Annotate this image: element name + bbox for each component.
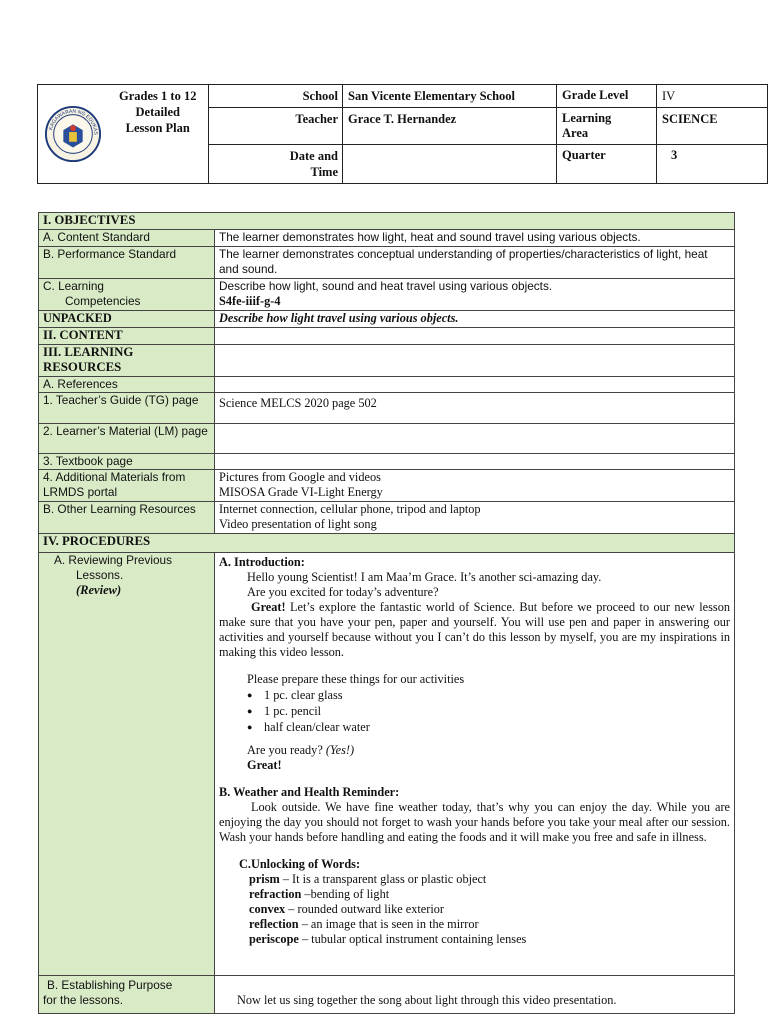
- establishing-purpose-value: Now let us sing together the song about light through this video presentation.: [215, 976, 735, 1014]
- other-resources-line2: Video presentation of light song: [219, 517, 377, 531]
- school-value: San Vicente Elementary School: [343, 85, 557, 108]
- review-label-line1: A. Reviewing Previous: [54, 553, 173, 567]
- competencies-text: Describe how light, sound and heat travel using various objects.: [219, 279, 553, 293]
- other-resources-value: [215, 502, 735, 534]
- materials-list: [219, 687, 730, 735]
- lesson-plan-title: [108, 85, 209, 184]
- content-value: [215, 328, 735, 345]
- introduction-heading: A. Introduction:: [219, 555, 305, 569]
- learners-material-label: 2. Learner’s Material (LM) page: [39, 424, 215, 454]
- deped-seal-icon: [44, 105, 102, 163]
- additional-materials-label: 4. Additional Materials from LRMDS portal: [39, 470, 215, 502]
- establishing-purpose-label: [39, 976, 215, 1014]
- lesson-plan-header: [37, 84, 768, 184]
- grade-level-value: IV: [657, 85, 768, 108]
- additional-materials-line2: MISOSA Grade VI-Light Energy: [219, 485, 383, 499]
- learning-area-value: SCIENCE: [657, 108, 768, 145]
- vocabulary-term: periscope: [249, 932, 299, 946]
- objectives-heading: I. OBJECTIVES: [39, 213, 735, 230]
- learning-competencies-value: [215, 279, 735, 311]
- performance-standard-value: The learner demonstrates conceptual understanding of properties/characteristics of light, heat and sound.: [215, 247, 735, 279]
- introduction-great: Great!: [251, 600, 286, 614]
- vocabulary-term: reflection: [249, 917, 299, 931]
- date-label-line1: Date and: [289, 149, 338, 163]
- date-time-value: [343, 145, 557, 184]
- vocabulary-term: prism: [249, 872, 280, 886]
- learning-area-label-line1: Learning: [562, 111, 612, 125]
- content-standard-label: A. Content Standard: [39, 230, 215, 247]
- references-value: [215, 377, 735, 393]
- date-time-label: [209, 145, 343, 184]
- teacher-value: Grace T. Hernandez: [343, 108, 557, 145]
- ready-question: [219, 743, 730, 758]
- teachers-guide-value: Science MELCS 2020 page 502: [215, 393, 735, 424]
- learning-resources-value: [215, 345, 735, 377]
- deped-seal-cell: [38, 85, 108, 184]
- unpacked-value: Describe how light travel using various objects.: [215, 311, 735, 328]
- review-label-line2: Lessons.: [76, 568, 124, 582]
- vocabulary-term: refraction: [249, 887, 302, 901]
- textbook-page-value: [215, 454, 735, 470]
- ready-answer: (Yes!): [325, 743, 355, 757]
- vocabulary-definition: –bending of light: [301, 887, 390, 901]
- quarter-label: Quarter: [557, 145, 657, 184]
- title-line-1: Grades 1 to 12: [119, 89, 197, 103]
- vocabulary-item: [219, 887, 730, 902]
- performance-standard-label: B. Performance Standard: [39, 247, 215, 279]
- prepare-materials-line: Please prepare these things for our activities: [247, 672, 465, 686]
- list-item: ● 1 pc. clear glass: [247, 687, 730, 703]
- learning-area-label-line2: Area: [562, 126, 589, 140]
- seal-text: KAGAWARAN NG EDUKAS: [47, 108, 99, 135]
- reviewing-previous-label: [39, 553, 215, 976]
- introduction-content: [215, 553, 735, 976]
- learning-area-label: [557, 108, 657, 145]
- grade-level-label: Grade Level: [557, 85, 657, 108]
- review-label-line3: (Review): [76, 583, 122, 597]
- vocabulary-definition: – tubular optical instrument containing lenses: [298, 932, 527, 946]
- vocabulary-item: [219, 932, 730, 947]
- additional-materials-line1: Pictures from Google and videos: [219, 470, 381, 484]
- title-line-3: Lesson Plan: [125, 121, 190, 135]
- competencies-code: S4fe-iiif-g-4: [219, 294, 281, 308]
- vocabulary-item: [219, 917, 730, 932]
- references-label: A. References: [39, 377, 215, 393]
- unlocking-words-heading: C.Unlocking of Words:: [239, 857, 361, 871]
- purpose-label-line1: B. Establishing Purpose: [47, 978, 173, 992]
- content-heading: II. CONTENT: [39, 328, 215, 345]
- weather-reminder-paragraph: Look outside. We have fine weather today, that’s why you can enjoy the day. While you are enjoying the day you should not forget to wash your hands before you take your meal after our session. Wash your hands before handling and eating the foods and it will make you free and safe in illness.: [219, 800, 731, 844]
- learners-material-value: [215, 424, 735, 454]
- title-line-2: Detailed: [135, 105, 180, 119]
- teachers-guide-label: 1. Teacher’s Guide (TG) page: [39, 393, 215, 424]
- introduction-paragraph-text: Let’s explore the fantastic world of Science. But before we proceed to our new lesson make sure that you have your pen, paper and yourself. You will use pen and paper in answering our activities and yourself because without you I can’t do this lesson by myself, you are my inspirations in making this video lesson.: [219, 600, 731, 659]
- school-label: School: [209, 85, 343, 108]
- unpacked-label: UNPACKED: [39, 311, 215, 328]
- other-resources-line1: Internet connection, cellular phone, tripod and laptop: [219, 502, 481, 516]
- learning-competencies-label: [39, 279, 215, 311]
- introduction-paragraph: [219, 600, 730, 660]
- teacher-label: Teacher: [209, 108, 343, 145]
- vocabulary-term: convex: [249, 902, 286, 916]
- other-resources-label: B. Other Learning Resources: [39, 502, 215, 534]
- list-item: ● 1 pc. pencil: [247, 703, 730, 719]
- weather-reminder-heading: B. Weather and Health Reminder:: [219, 785, 400, 799]
- additional-materials-value: [215, 470, 735, 502]
- list-item: ● half clean/clear water: [247, 719, 730, 735]
- ready-great: Great!: [247, 758, 282, 772]
- vocabulary-item: [219, 872, 730, 887]
- competencies-label-line2: Competencies: [65, 294, 141, 308]
- textbook-page-label: 3. Textbook page: [39, 454, 215, 470]
- lesson-plan-table: [38, 212, 735, 1014]
- date-label-line2: Time: [310, 165, 338, 179]
- purpose-label-line2: for the lessons.: [43, 993, 123, 1007]
- vocabulary-item: [219, 902, 730, 917]
- procedures-heading: IV. PROCEDURES: [39, 534, 735, 553]
- learning-resources-heading: III. LEARNING RESOURCES: [39, 345, 215, 377]
- quarter-value: 3: [657, 145, 768, 184]
- ready-question-text: Are you ready?: [247, 743, 326, 757]
- vocabulary-definition: – It is a transparent glass or plastic object: [279, 872, 487, 886]
- competencies-label-line1: C. Learning: [43, 279, 104, 293]
- introduction-line2: Are you excited for today’s adventure?: [247, 585, 439, 599]
- introduction-line1: Hello young Scientist! I am Maa’m Grace. It’s another sci-amazing day.: [247, 570, 602, 584]
- vocabulary-definition: – an image that is seen in the mirror: [298, 917, 479, 931]
- vocabulary-definition: – rounded outward like exterior: [285, 902, 444, 916]
- content-standard-value: The learner demonstrates how light, heat and sound travel using various objects.: [215, 230, 735, 247]
